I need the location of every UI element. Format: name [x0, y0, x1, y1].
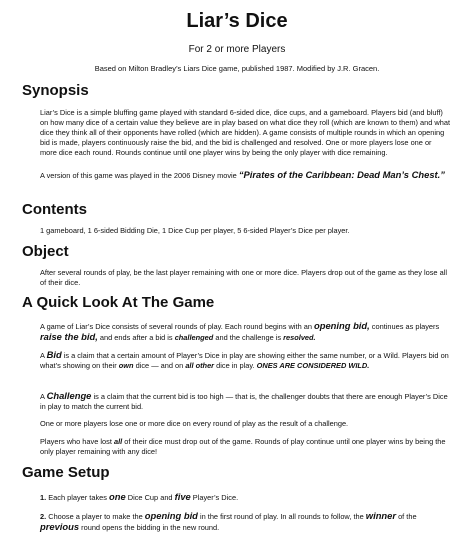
synopsis-movie-paragraph — [40, 170, 450, 181]
synopsis-paragraph: Liar’s Dice is a simple bluffing game played with standard 6-sided dice, dice cups, and a gameboard. Players bid (and bluff) on how many dice of a certain value they believe are in play based on what dice they roll (which are known to them) and what dice they think all of their opponents have rolled (which are hidden). A game consists of multiple rounds in which an opening bid is made, players continuously raise the bid, and the bid is challenged and resolved. One or more players lose one or more dice each round. Rounds continue until one player wins by being the only player with dice remaining. — [40, 108, 451, 157]
quick-look-dropout-paragraph: Players who have lost all of their dice must drop out of the game. Rounds of play continue until one player wins by being the only player remaining with any dice! — [40, 437, 446, 456]
quick-look-heading: A Quick Look At The Game — [22, 294, 215, 311]
movie-title: “Pirates of the Caribbean: Dead Man’s Chest.” — [238, 169, 445, 180]
game-setup-heading: Game Setup — [22, 464, 110, 481]
quick-look-round-paragraph: A game of Liar’s Dice consists of several rounds of play. Each round begins with an opening bid, continues as players raise the bid, and ends after a bid is challenged and the challenge is resolved. — [40, 320, 440, 342]
movie-intro: A version of this game was played in the 2006 Disney movie — [40, 171, 239, 180]
quick-look-lose-paragraph: One or more players lose one or more dice on every round of play as the result of a challenge. — [40, 419, 349, 428]
quick-look-bid-paragraph: A Bid is a claim that a certain amount of Player’s Dice in play are showing either the same number, or a Wild. Players bid on what’s showing on their own dice — and on all other dice in play. ONES ARE CONSIDERED WILD. — [40, 349, 449, 370]
attribution: Based on Milton Bradley’s Liars Dice game, published 1987. Modified by J.R. Gracen. — [94, 64, 380, 73]
setup-step-1: 1. Each player takes one Dice Cup and five Player’s Dice. — [40, 491, 239, 502]
contents-heading: Contents — [22, 201, 87, 218]
quick-look-challenge-paragraph: A Challenge is a claim that the current bid is too high — that is, the challenger doubts that there are enough Player’s Dice in play to match the current bid. — [40, 390, 448, 411]
page-title: Liar’s Dice — [186, 10, 288, 32]
contents-paragraph: 1 gameboard, 1 6-sided Bidding Die, 1 Dice Cup per player, 5 6-sided Player’s Dice per player. — [40, 226, 350, 235]
synopsis-heading: Synopsis — [22, 82, 89, 99]
object-heading: Object — [22, 243, 69, 260]
object-paragraph: After several rounds of play, be the last player remaining with one or more dice. Players drop out of the game as they lose all of their dice. — [40, 268, 447, 287]
subtitle: For 2 or more Players — [188, 44, 286, 55]
setup-step-2: 2. Choose a player to make the opening bid in the first round of play. In all rounds to follow, the winner of the previous round opens the bidding in the new round. — [40, 510, 417, 532]
